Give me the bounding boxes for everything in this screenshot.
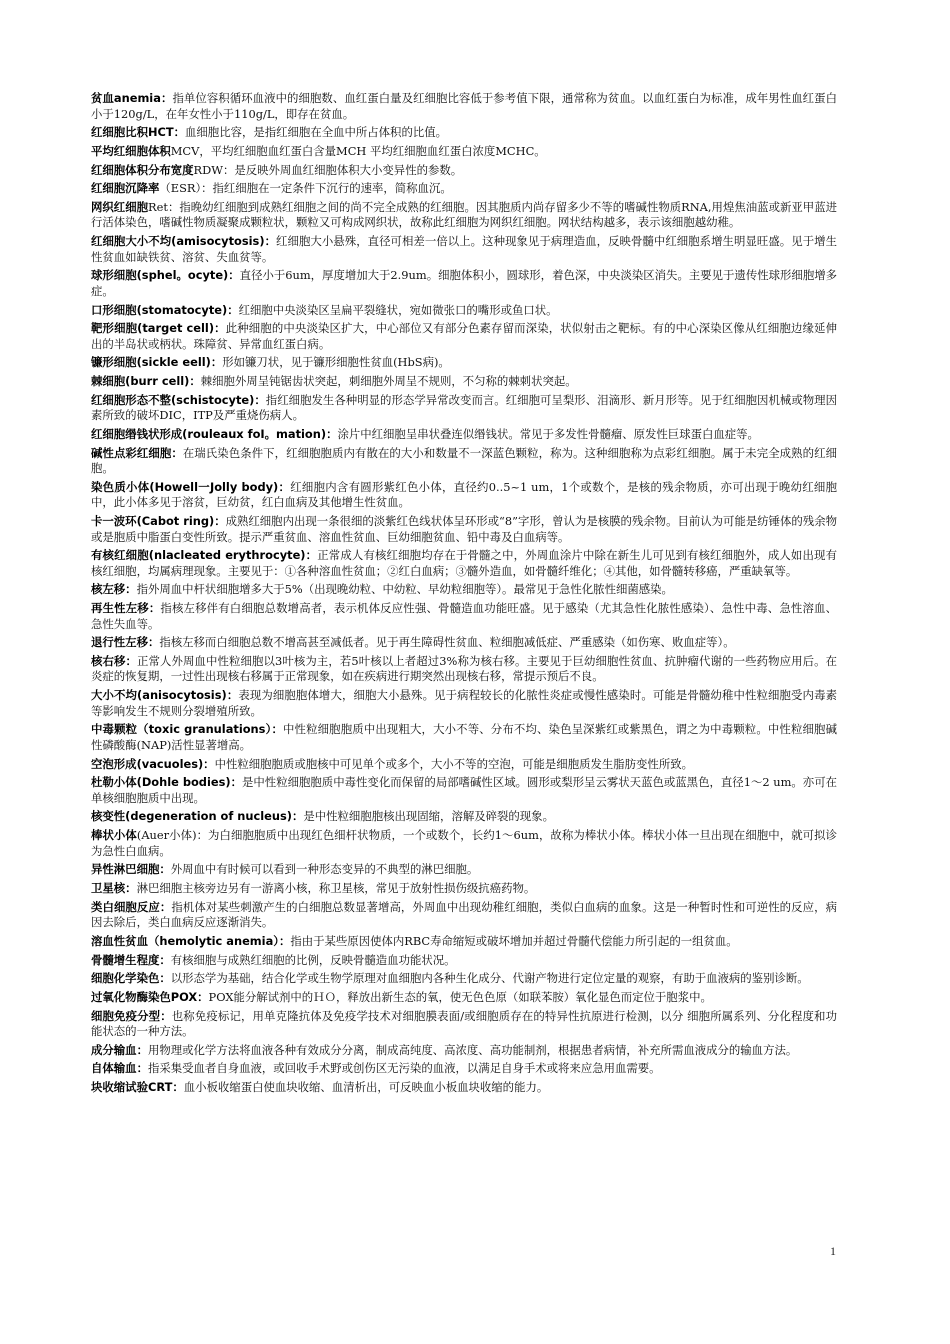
glossary-definition: （ESR）：指红细胞在一定条件下沉行的速率，简称血沉。 [159, 181, 452, 196]
glossary-definition: 此种细胞的中央淡染区扩大，中心部位又有部分色素存留而深染，状似射击之靶标。有的中心深染区像从红细胞边缘延伸出的半岛状或柄状。珠障贫、异常血红蛋白病。 [91, 321, 837, 351]
glossary-term: 平均红细胞体积 [91, 143, 171, 158]
glossary-definition: 是中性粒细胞胞质中毒性变化而保留的局部嗜碱性区域。圆形或梨形呈云雾状天蓝色或蓝黑色，直径1～2 um。亦可在单核细胞胞质中出现。 [91, 775, 837, 805]
glossary-entry [91, 862, 837, 878]
glossary-term: 中毒颗粒（toxic granulations）： [91, 722, 283, 737]
glossary-definition: 外周血中有时候可以看到一种形态变异的不典型的淋巴细胞。 [170, 862, 479, 877]
glossary-term: 异性淋巴细胞： [91, 862, 171, 877]
glossary-entry [91, 144, 837, 160]
glossary-definition: (Auer小体)：为白细胞胞质中出现红色细杆状物质，一个或数个，长约1～6um，故称为棒状小体。棒状小体一旦出现在细胞中，就可拟诊为急性白血病。 [91, 828, 837, 858]
glossary-definition: 直径小于6um，厚度增加大于2.9um。细胞体积小，圆球形，着色深，中央淡染区消失。主要见于遗传性球形细胞增多症。 [91, 268, 838, 298]
glossary-term: 类白细胞反应： [91, 899, 172, 914]
glossary-definition: 指由于某些原因使体内RBC寿命缩短或破坏增加并超过骨髓代偿能力所引起的一组贫血。 [290, 933, 738, 948]
glossary-entry [91, 234, 837, 265]
glossary-definition: 指机体对某些刺激产生的白细胞总数显著增高，外周血中出现幼稚红细胞，类似白血病的血象。这是一种暂时性和可逆性的反应，病因去除后，类白血病反应逐渐消失。 [91, 899, 837, 930]
glossary-term: 退行性左移： [91, 635, 160, 650]
glossary-entry [91, 1061, 837, 1077]
glossary-term: 棘细胞(burr cell)： [91, 374, 201, 389]
glossary-entry [91, 374, 837, 390]
glossary-entry [91, 125, 837, 141]
glossary-definition: 红细胞大小悬殊，直径可相差一倍以上。这种现象见于病理造血，反映骨髓中红细胞系增生明显旺盛。见于增生性贫血如缺铁贫、溶贫、失血贫等。 [91, 234, 837, 264]
glossary-definition: 正常人外周血中性粒细胞以3叶核为主，若5叶核以上者超过3%称为核右移。主要见于巨幼细胞性贫血、抗肿瘤代谢的一些药物应用后。在炎症的恢复期，一过性出现核右移属于正常现象，如在疾病进行期突然出现核右移，常提示预后不良。 [91, 653, 837, 684]
glossary-entry [91, 881, 837, 897]
glossary-term: 网织红细胞 [91, 199, 149, 214]
glossary-definition: 红细胞内含有圆形紫红色小体，直径约0..5~1 um，1个或数个，是核的残余物质，亦可出现于晚幼红细胞中，此小体多见于溶贫，巨幼贫，红白血病及其他增生性贫血。 [91, 479, 837, 510]
glossary-term: 球形细胞(sphel。ocyte)： [91, 268, 240, 283]
glossary-definition: 成熟红细胞内出现一条很细的淡紫红色线状体呈环形或“8”字形，曾认为是核膜的残余物。目前认为可能是纺锤体的残余物或是胞质中脂蛋白变性所致。提示严重贫血、溶血性贫血、巨幼细胞贫血、铅中毒及白血病等。 [91, 514, 837, 544]
glossary-term: 再生性左移： [91, 601, 161, 616]
glossary-term: 棒状小体 [91, 828, 137, 843]
glossary-term: 碱性点彩红细胞： [91, 445, 183, 460]
glossary-entry [91, 303, 837, 319]
glossary-entry [91, 775, 837, 806]
glossary-term: 靶形细胞(target cell)： [91, 321, 226, 336]
glossary-entry [91, 181, 837, 197]
glossary-definition: 中性粒细胞胞质中出现粗大，大小不等、分布不均、染色呈深紫红或紫黑色，谓之为中毒颗粒。中性粒细胞碱性磷酸酶(NAP)活性显著增高。 [91, 722, 837, 752]
glossary-term: 红细胞缗钱状形成(rouleaux foI。mation)： [91, 426, 338, 441]
page-number: 1 [830, 1244, 836, 1258]
glossary-entry [91, 635, 837, 651]
glossary-entry [91, 601, 837, 632]
glossary-definition: 以形态学为基础，结合化学或生物学原理对血细胞内各种生化成分、代谢产物进行定位定量的观察，有助于血液病的鉴别诊断。 [170, 971, 809, 986]
glossary-term: 块收缩试验CRT： [91, 1080, 184, 1095]
glossary-definition: MCV，平均红细胞血红蛋白含量MCH 平均红细胞血红蛋白浓度MCHC。 [170, 143, 546, 158]
glossary-definition: 形如镰刀状，见于镰形细胞性贫血(HbS病)。 [222, 355, 450, 370]
glossary-definition: 在瑞氏染色条件下，红细胞胞质内有散在的大小和数量不一深蓝色颗粒，称为。这种细胞称为点彩红细胞。属于未完全成熟的红细胞。 [91, 445, 837, 476]
glossary-term: 核变性(degeneration of nucleus)： [91, 809, 304, 824]
glossary-definition: 正常成人有核红细胞均存在于骨髓之中，外周血涂片中除在新生儿可见到有核红细胞外，成人如出现有核红细胞，均属病理现象。主要见于：①各种溶血性贫血；②红白血病；③髓外造血，如骨髓纤维化；④其他，如骨髓转移癌，严重缺氧等。 [91, 548, 837, 578]
glossary-entry [91, 268, 837, 299]
glossary-definition: 棘细胞外周呈钝锯齿状突起，刺细胞外周呈不规则，不匀称的棘刺状突起。 [200, 374, 577, 389]
glossary-entry [91, 900, 837, 931]
glossary-definition: 指单位容积循环血液中的细胞数、血红蛋白量及红细胞比容低于参考值下限，通常称为贫血。以血红蛋白为标准，成年男性血红蛋白小于120g/L，在年女性小于110g/L，即存在贫血。 [91, 91, 837, 121]
glossary-term: 细胞化学染色： [91, 971, 171, 986]
glossary-definition: 血小板收缩蛋白使血块收缩、血清析出，可反映血小板血块收缩的能力。 [183, 1080, 549, 1095]
glossary-term: 卫星核： [91, 880, 137, 895]
glossary-entry [91, 934, 837, 950]
glossary-term: 红细胞沉降率 [91, 181, 160, 196]
glossary-definition: 涂片中红细胞呈串状叠连似缗钱状。常见于多发性骨髓瘤、原发性巨球蛋白血症等。 [337, 426, 759, 441]
glossary-definition: POX能分解试剂中的ＨＯ，释放出新生态的氧，使无色色原（如联苯胺）氧化显色而定位于胞浆中。 [208, 989, 712, 1004]
glossary-entry [91, 757, 837, 773]
glossary-term: 红细胞形态不整(schistocyte)： [91, 392, 266, 407]
glossary-definition: 淋巴细胞主核旁边另有一游离小核，称卫星核，常见于放射性损伤级抗癌药物。 [136, 880, 536, 895]
glossary-term: 自体输血： [91, 1061, 148, 1076]
glossary-term: 有核红细胞(nlacleated erythrocyte)： [91, 548, 318, 563]
glossary-definition: 指采集受血者自身血液，或回收手术野或创伤区无污染的血液，以满足自身手术或将来应急用血需要。 [147, 1061, 661, 1076]
glossary-definition: 表现为细胞胞体增大，细胞大小悬殊。见于病程较长的化脓性炎症或慢性感染时。可能是骨髓幼稚中性粒细胞受内毒素等影响发生不规则分裂增殖所致。 [91, 688, 837, 718]
glossary-term: 杜勒小体(Dohle bodies)： [91, 775, 242, 790]
glossary-entry [91, 654, 837, 685]
glossary-definition: 也称免疫标记，用单克隆抗体及免疫学技术对细胞膜表面/或细胞质存在的特异性抗原进行检测，以分 细胞所属系列、分化程度和功能状态的一种方法。 [91, 1008, 837, 1039]
glossary-term: 过氧化物酶染色POX： [91, 989, 209, 1004]
glossary-entry [91, 582, 837, 598]
glossary-entry [91, 446, 837, 477]
glossary-definition: Ret：指晚幼红细胞到成熟红细胞之间的尚不完全成熟的红细胞。因其胞质内尚存留多少不等的嗜碱性物质RNA,用煌焦油蓝或新亚甲蓝进行活体染色，嗜碱性物质凝聚成颗粒状，颗粒又可构成网织状，故称此红细胞为网织红细胞。网状结构越多，表示该细胞越幼稚。 [91, 199, 837, 230]
glossary-definition: RDW：是反映外周血红细胞体积大小变异性的参数。 [193, 162, 463, 177]
glossary-term: 成分输血： [91, 1042, 148, 1057]
glossary-term: 红细胞体积分布宽度 [91, 162, 194, 177]
glossary-entry [91, 1080, 837, 1096]
glossary-entry [91, 1009, 837, 1040]
glossary-entry [91, 809, 837, 825]
glossary-entry [91, 688, 837, 719]
glossary-definition: 红细胞中央淡染区呈扁平裂缝状，宛如微张口的嘴形或鱼口状。 [238, 302, 558, 317]
glossary-entry [91, 163, 837, 179]
glossary-term: 红细胞比积HCT： [91, 125, 186, 140]
glossary-definition: 用物理或化学方法将血液各种有效成分分离，制成高纯度、高浓度、高功能制剂，根据患者病情，补充所需血液成分的输血方法。 [147, 1042, 798, 1057]
glossary-entry [91, 480, 837, 511]
glossary-entry [91, 990, 837, 1006]
glossary-term: 溶血性贫血（hemolytic anemia）： [91, 933, 291, 948]
glossary-term: 细胞免疫分型： [91, 1008, 172, 1023]
glossary-term: 口形细胞(stomatocyte)： [91, 302, 239, 317]
glossary-definition: 有核细胞与成熟红细胞的比例，反映骨髓造血功能状况。 [170, 952, 456, 967]
glossary-entry [91, 971, 837, 987]
glossary-entry [91, 321, 837, 352]
glossary-entry [91, 355, 837, 371]
glossary-term: 贫血anemia： [91, 91, 173, 105]
glossary-entry [91, 1043, 837, 1059]
glossary-definition: 血细胞比容，是指红细胞在全血中所占体积的比值。 [185, 125, 448, 140]
glossary-entry [91, 548, 837, 579]
glossary-definition: 中性粒细胞胞质或胞核中可见单个或多个，大小不等的空泡，可能是细胞质发生脂肪变性所致。 [214, 756, 693, 771]
glossary-term: 大小不均(anisocytosis)： [91, 688, 239, 703]
glossary-term: 空泡形成(vacuoles)： [91, 756, 215, 771]
glossary-term: 核右移： [91, 653, 138, 668]
glossary-definition: 指核左移而白细胞总数不增高甚至减低者。见于再生障碍性贫血、粒细胞减低症、严重感染（如伤寒、败血症等）。 [159, 635, 735, 650]
glossary-entry [91, 91, 837, 122]
glossary-term: 核左移： [91, 582, 137, 597]
glossary-entry [91, 427, 837, 443]
glossary-term: 染色质小体(Howell一Jolly body)： [91, 479, 291, 494]
glossary-entry [91, 722, 837, 753]
glossary-definition: 指核左移伴有白细胞总数增高者，表示机体反应性强、骨髓造血功能旺盛。见于感染（尤其急性化脓性感染）、急性中毒、急性溶血、急性失血等。 [91, 601, 837, 631]
glossary-entry [91, 514, 837, 545]
glossary-entry [91, 953, 837, 969]
glossary-body [91, 91, 837, 1099]
glossary-term: 卡一波环(Cabot ring)： [91, 514, 226, 528]
glossary-entry [91, 828, 837, 859]
glossary-term: 红细胞大小不均(amisocytosis)： [91, 234, 277, 249]
glossary-entry [91, 393, 837, 424]
glossary-term: 镰形细胞(sickle eell)： [91, 355, 223, 370]
glossary-definition: 指外周血中杆状细胞增多大于5%（出现晚幼粒、中幼粒、早幼粒细胞等）。最常见于急性化脓性细菌感染。 [136, 582, 673, 597]
glossary-term: 骨髓增生程度： [91, 952, 171, 967]
glossary-definition: 是中性粒细胞胞核出现固缩，溶解及碎裂的现象。 [303, 809, 554, 824]
glossary-definition: 指红细胞发生各种明显的形态学异常改变而言。红细胞可呈梨形、泪滴形、新月形等。见于红细胞因机械或物理因素所致的破坏DIC，ITP及严重烧伤病人。 [91, 392, 837, 423]
glossary-entry [91, 200, 837, 231]
